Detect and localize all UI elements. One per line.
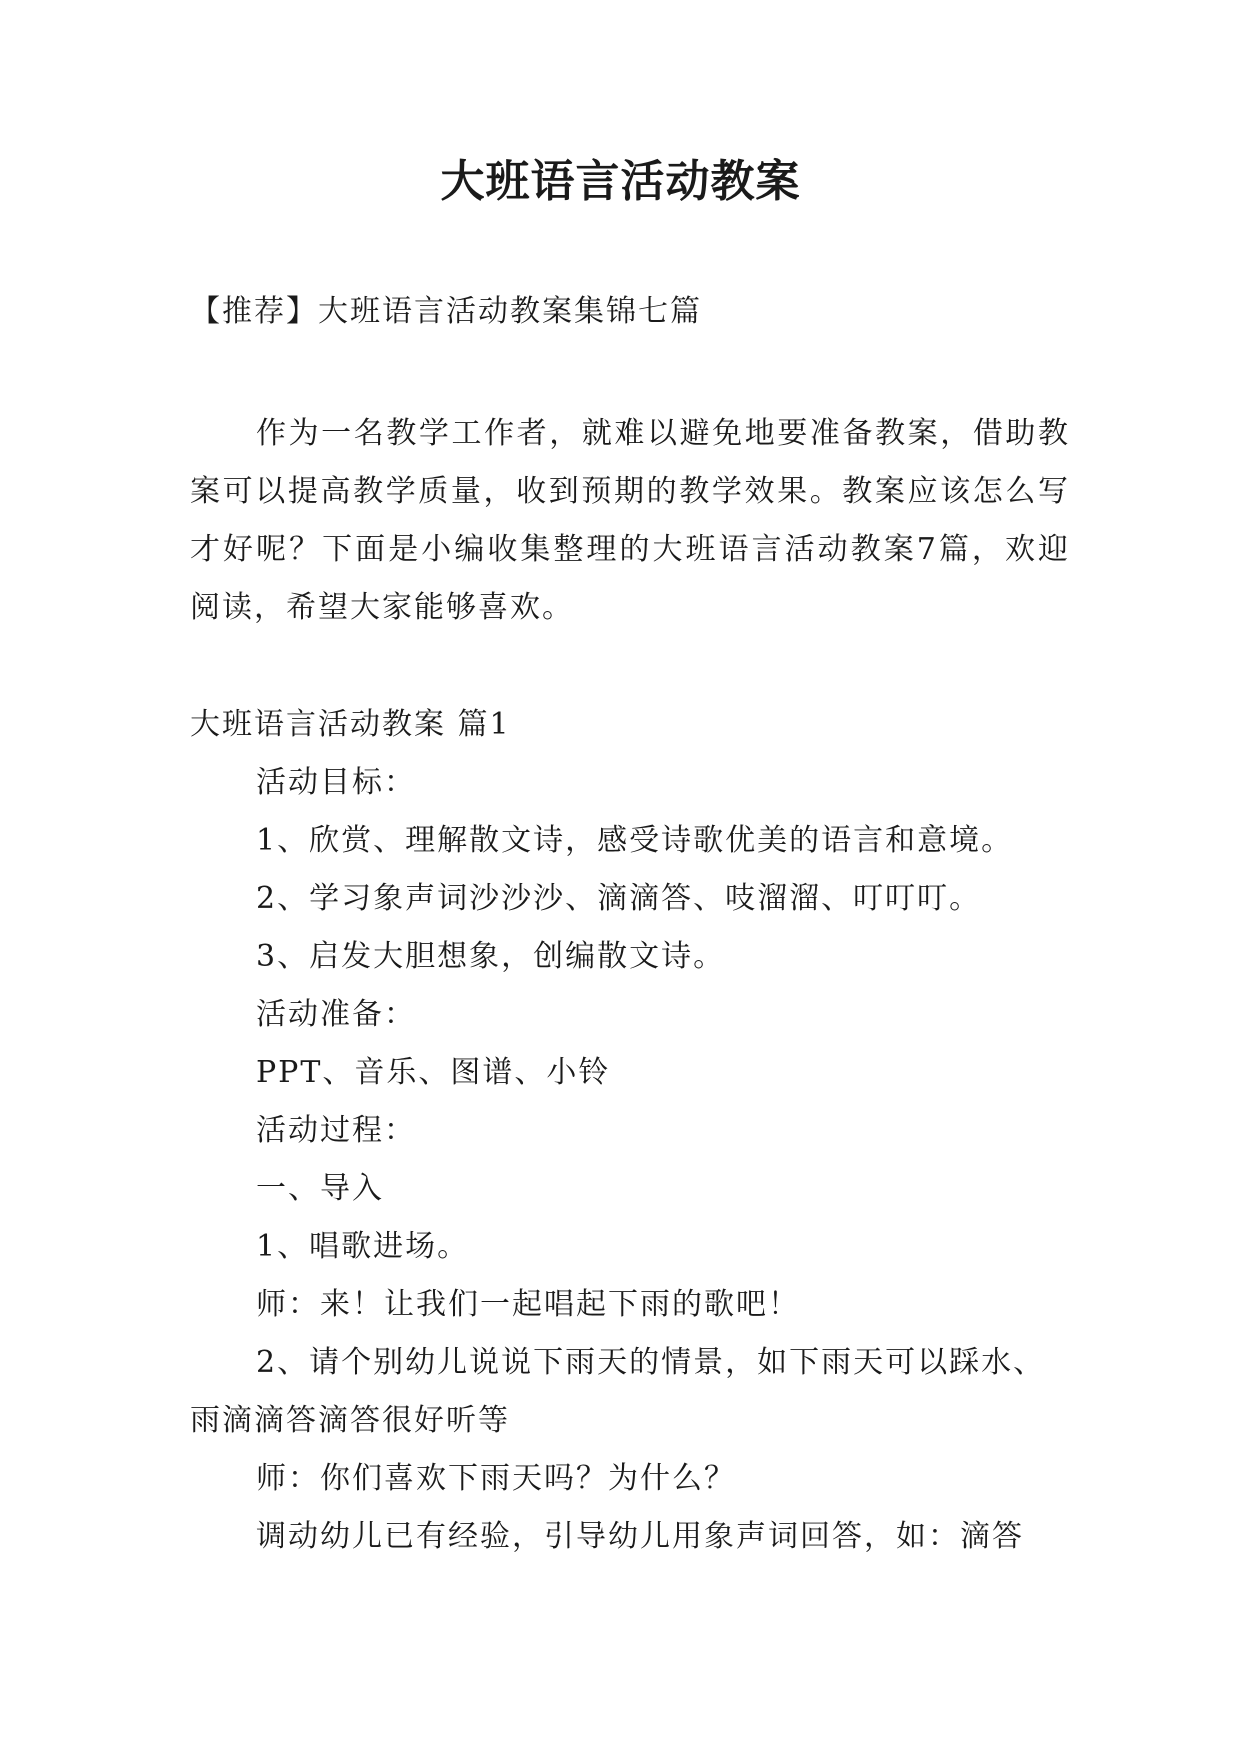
body-line: 2、请个别幼儿说说下雨天的情景，如下雨天可以踩水、雨滴滴答滴答很好听等: [190, 1345, 1046, 1438]
body-line: 2、学习象声词沙沙沙、滴滴答、吱溜溜、叮叮叮。: [256, 881, 982, 916]
body-line: 3、启发大胆想象，创编散文诗。: [256, 939, 726, 974]
body-line: 活动目标：: [256, 765, 416, 800]
document-body: [190, 696, 1070, 1566]
body-line: 调动幼儿已有经验，引导幼儿用象声词回答，如：滴答: [256, 1519, 1024, 1554]
body-line: 师：你们喜欢下雨天吗？为什么？: [256, 1461, 736, 1496]
body-line: 1、欣赏、理解散文诗，感受诗歌优美的语言和意境。: [256, 823, 1014, 858]
body-line: 1、唱歌进场。: [256, 1229, 470, 1264]
intro-paragraph: 作为一名教学工作者，就难以避免地要准备教案，借助教案可以提高教学质量，收到预期的教学效果。教案应该怎么写才好呢？下面是小编收集整理的大班语言活动教案7篇，欢迎阅读，希望大家能够喜欢。: [190, 416, 1070, 625]
body-line: PPT、音乐、图谱、小铃: [256, 1055, 611, 1090]
document-title: 大班语言活动教案: [440, 156, 801, 207]
section-heading: 大班语言活动教案 篇1: [190, 707, 511, 742]
document-subtitle: 【推荐】大班语言活动教案集锦七篇: [190, 294, 702, 329]
body-line: 活动准备：: [256, 997, 416, 1032]
body-line: 一、导入: [256, 1171, 384, 1206]
body-line: 活动过程：: [256, 1113, 416, 1148]
body-line: 师：来！让我们一起唱起下雨的歌吧！: [256, 1287, 800, 1322]
